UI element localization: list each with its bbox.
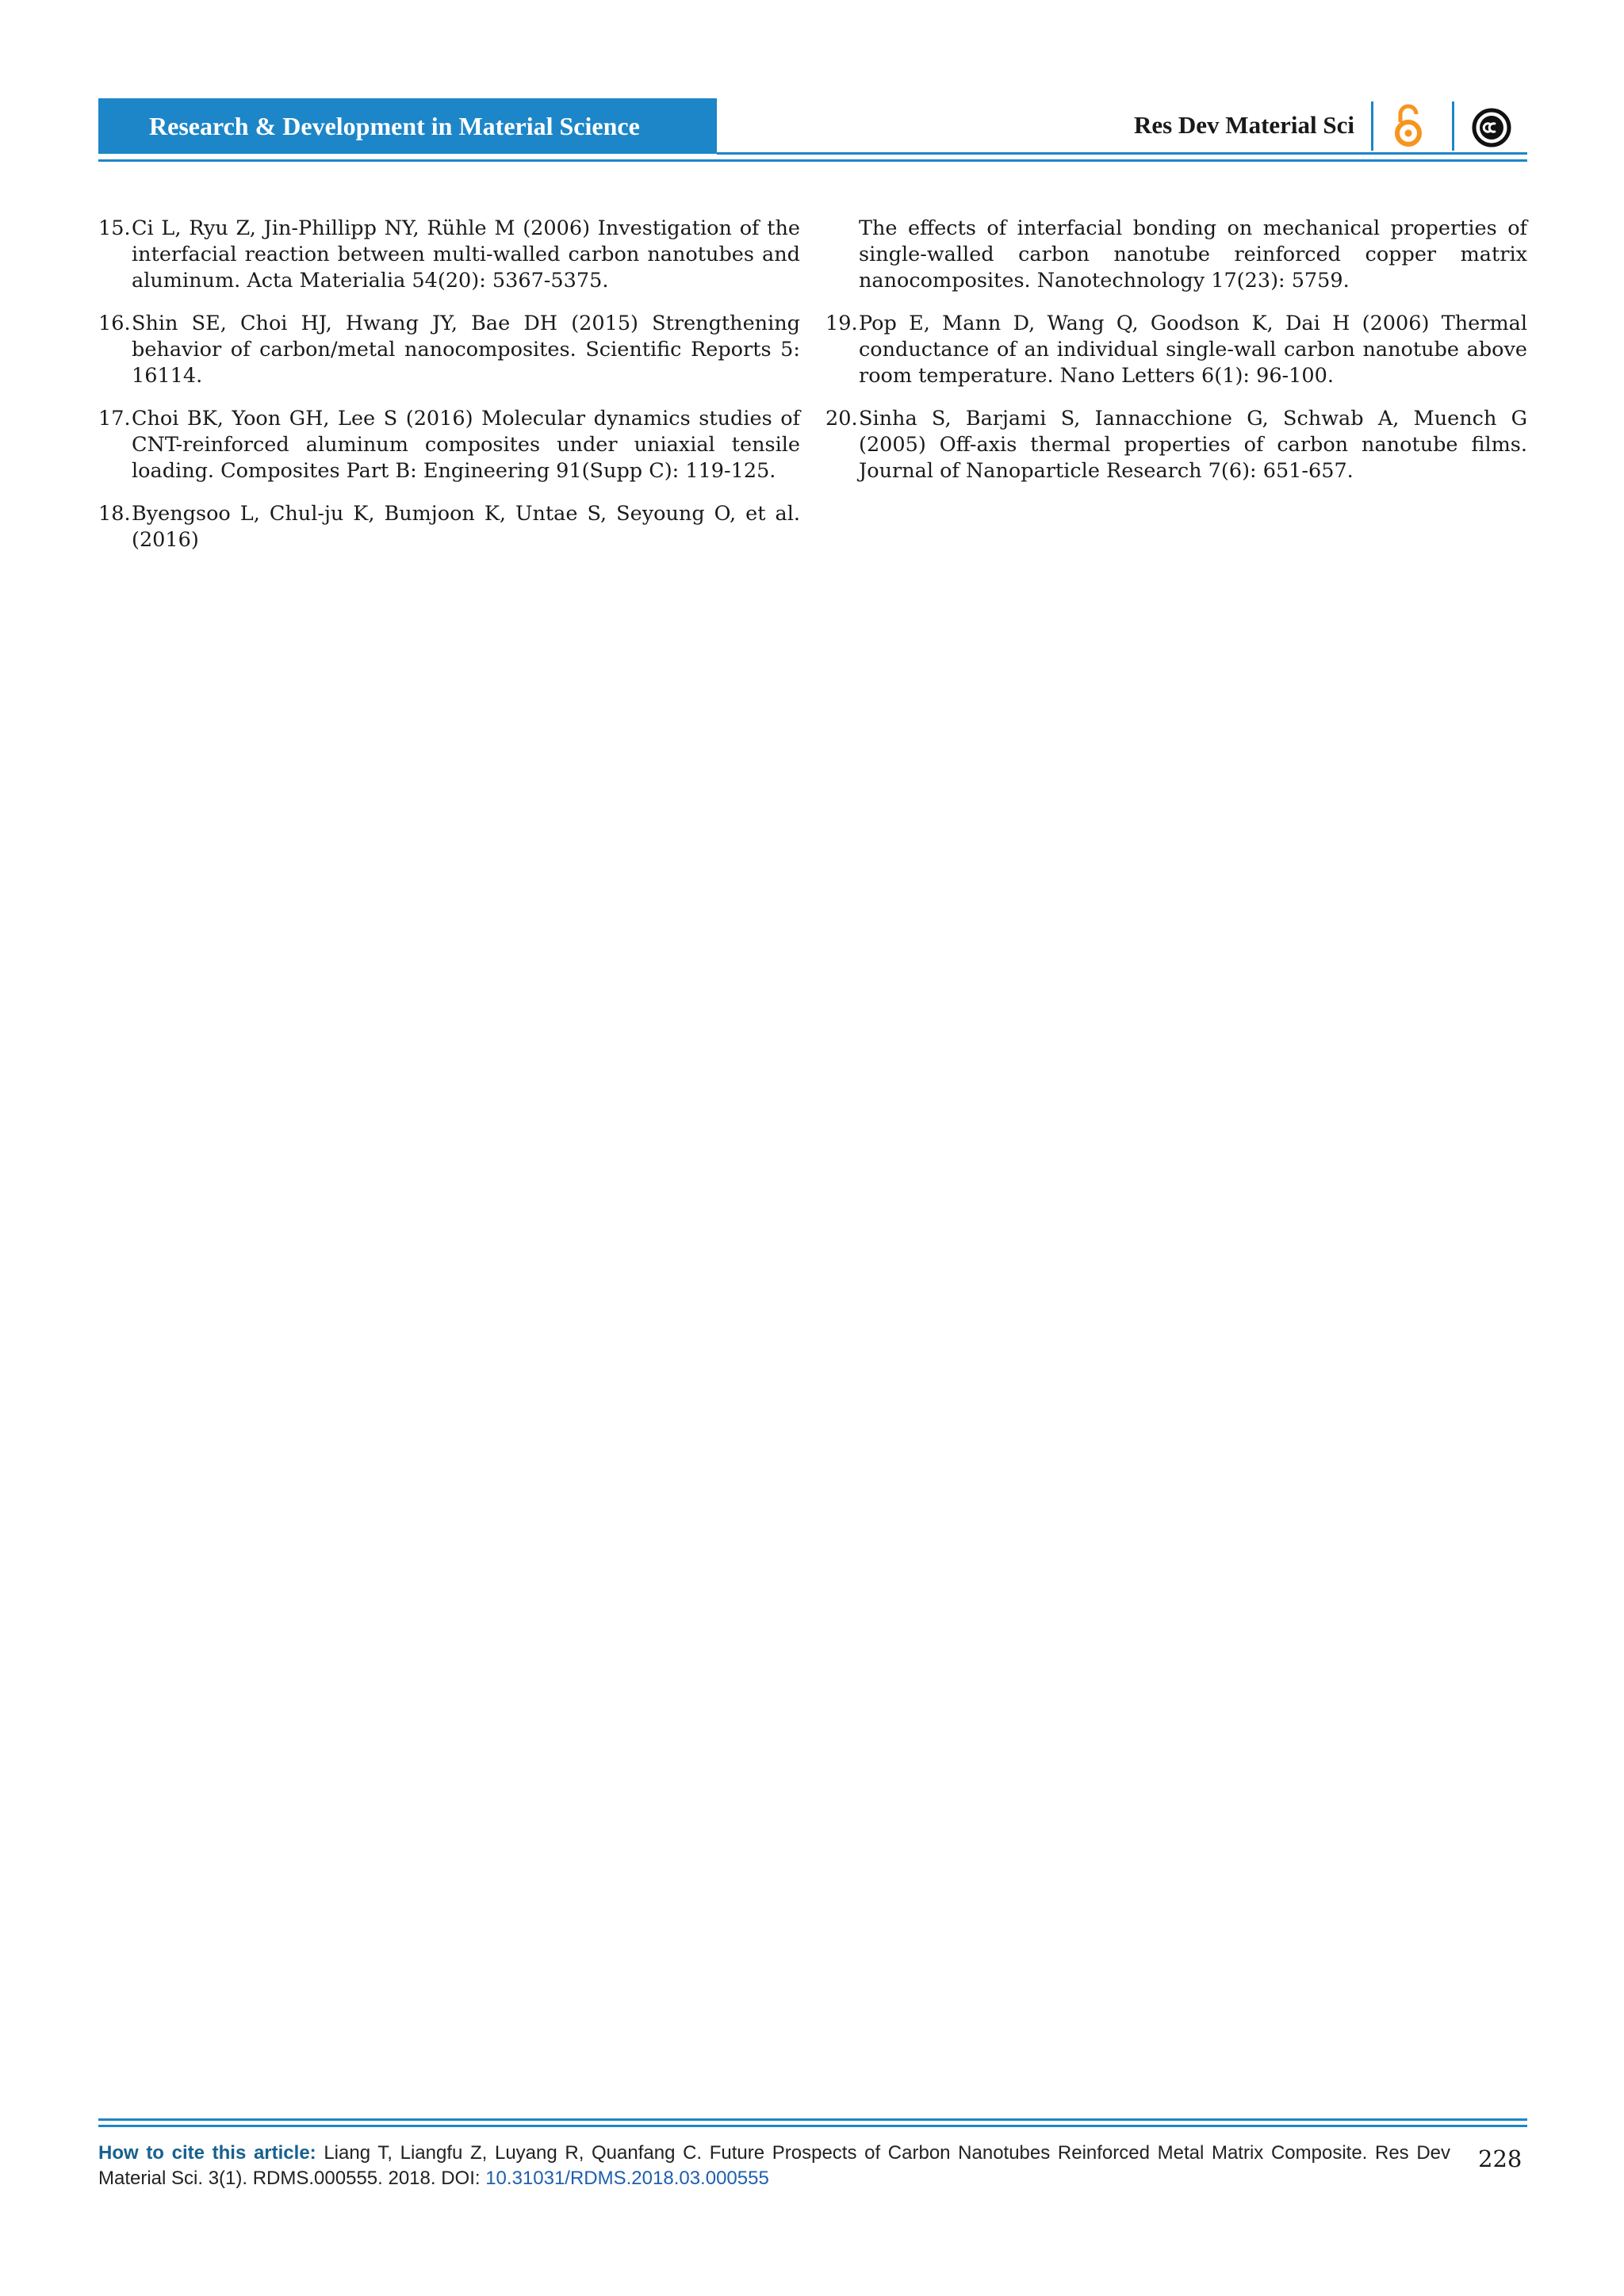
reference-number: 18.: [98, 502, 131, 526]
creative-commons-icon: [1472, 108, 1511, 147]
footer-rule-bottom: [98, 2125, 1527, 2127]
reference-number: 15.: [98, 216, 131, 240]
reference-number: 16.: [98, 312, 131, 335]
reference-text: Choi BK, Yoon GH, Lee S (2016) Molecular dynamics studies of CNT-reinforced aluminum composites under uniaxial tensile loading. Composites Part B: Engineering 91(Supp C): 119-125.: [132, 407, 800, 483]
journal-title-banner: Research & Development in Material Science: [98, 98, 717, 154]
header-separator: [1371, 101, 1373, 151]
reference-item: [98, 311, 800, 389]
citation-block: [98, 2141, 1450, 2191]
reference-item: [98, 216, 800, 294]
page-number: 228: [1478, 2145, 1522, 2172]
reference-number: 19.: [825, 312, 858, 335]
reference-continuation: The effects of interfacial bonding on mechanical properties of single-walled carbon nanotube reinforced copper matrix nanocomposites. Nanotechnology 17(23): 5759.: [859, 216, 1527, 293]
reference-text: Ci L, Ryu Z, Jin-Phillipp NY, Rühle M (2006) Investigation of the interfacial reaction between multi-walled carbon nanotubes and aluminum. Acta Materialia 54(20): 5367-5375.: [132, 216, 800, 293]
reference-item: [98, 406, 800, 484]
reference-number: 17.: [98, 407, 131, 430]
reference-text: Shin SE, Choi HJ, Hwang JY, Bae DH (2015) Strengthening behavior of carbon/metal nanocomposites. Scientific Reports 5: 16114.: [132, 312, 800, 388]
header-rule-top: [717, 152, 1527, 155]
reference-text: Pop E, Mann D, Wang Q, Goodson K, Dai H (2006) Thermal conductance of an individual single-wall carbon nanotube above room temperature. Nano Letters 6(1): 96-100.: [859, 312, 1527, 388]
reference-text: Sinha S, Barjami S, Iannacchione G, Schwab A, Muench G (2005) Off-axis thermal properties of carbon nanotube films. Journal of Nanoparticle Research 7(6): 651-657.: [859, 407, 1527, 483]
cite-text: Liang T, Liangfu Z, Luyang R, Quanfang C. Future Prospects of Carbon Nanotubes Reinforced Metal Matrix Composite. Res Dev Material Sci. 3(1). RDMS.000555. 2018. DOI:: [98, 2142, 1451, 2189]
header-separator: [1452, 101, 1454, 151]
reference-item: [825, 311, 1527, 389]
reference-text: Byengsoo L, Chul-ju K, Bumjoon K, Untae S, Seyoung O, et al. (2016): [132, 502, 800, 552]
doi-link[interactable]: 10.31031/RDMS.2018.03.000555: [485, 2168, 769, 2189]
footer-rule-top: [98, 2118, 1527, 2121]
journal-abbreviation: Res Dev Material Sci: [1133, 111, 1354, 139]
references-column-right: [825, 216, 1527, 501]
page-header: [98, 98, 1527, 162]
reference-number: 20.: [825, 407, 858, 430]
open-access-icon: [1392, 103, 1424, 149]
header-rule-bottom: [98, 159, 1527, 162]
reference-item: [98, 501, 800, 553]
reference-item: [825, 406, 1527, 484]
references-column-left: [98, 216, 800, 570]
cite-label: How to cite this article:: [98, 2142, 316, 2164]
